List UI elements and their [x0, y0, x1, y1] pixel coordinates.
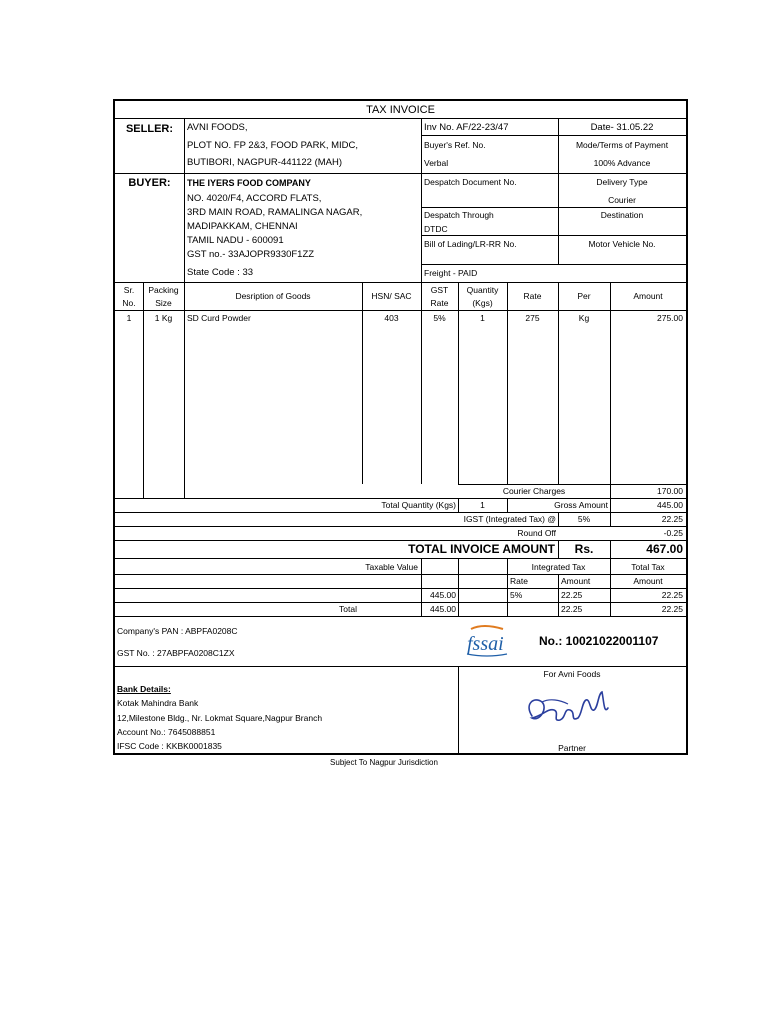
- buyers-ref-label: Buyer's Ref. No.: [424, 140, 486, 150]
- igst-value: 22.25: [661, 514, 683, 524]
- rule: [558, 574, 559, 616]
- taxable-value-label: Taxable Value: [365, 562, 418, 572]
- rule: [421, 264, 686, 265]
- invoice: [113, 99, 688, 755]
- rule: [115, 574, 686, 575]
- invoice-date: Date- 31.05.22: [590, 122, 654, 133]
- summary-taxable: 445.00: [430, 590, 456, 600]
- row-packing: 1 Kg: [154, 313, 173, 323]
- summary-amount: 22.25: [561, 590, 583, 600]
- fssai-logo: [463, 623, 511, 659]
- for-company-label: For Avni Foods: [543, 669, 601, 679]
- rule: [115, 118, 686, 119]
- seller-address-line1: PLOT NO. FP 2&3, FOOD PARK, MIDC,: [187, 140, 359, 151]
- delivery-type-value: Courier: [608, 195, 636, 205]
- seller-address-line2: BUTIBORI, NAGPUR-441122 (MAH): [187, 157, 343, 168]
- col-gst-line2: Rate: [430, 298, 449, 308]
- bill-of-lading-label: Bill of Lading/LR-RR No.: [424, 239, 517, 249]
- seller-label: SELLER:: [125, 123, 174, 135]
- buyer-gst: GST no.- 33AJOPR9330F1ZZ: [187, 249, 315, 260]
- fssai-number: No.: 10021022001107: [539, 634, 659, 648]
- rule: [115, 540, 686, 541]
- rule: [115, 282, 686, 283]
- fssai-logo-icon: [463, 623, 511, 659]
- row-gst: 5%: [433, 313, 446, 323]
- summary-rate: 5%: [510, 590, 523, 600]
- summary-total-taxable: 445.00: [430, 604, 456, 614]
- tax-amount-label: Amount: [561, 576, 591, 586]
- col-rate: Rate: [523, 291, 542, 301]
- total-invoice-amount-label: TOTAL INVOICE AMOUNT: [408, 542, 555, 556]
- rule: [458, 558, 459, 616]
- buyer-state-code: State Code : 33: [187, 267, 254, 278]
- row-per: Kg: [578, 313, 590, 323]
- col-per: Per: [577, 291, 591, 301]
- rule: [115, 666, 686, 667]
- gross-amount-value: 445.00: [657, 500, 683, 510]
- bank-account: Account No.: 7645088851: [117, 727, 216, 737]
- row-hsn: 403: [384, 313, 399, 323]
- summary-total-label: Total: [339, 604, 357, 614]
- buyer-address-line4: TAMIL NADU - 600091: [187, 235, 284, 246]
- delivery-type-label: Delivery Type: [596, 177, 648, 187]
- row-description: SD Curd Powder: [187, 313, 251, 323]
- gross-amount-label: Gross Amount: [554, 500, 608, 510]
- buyer-address-line2: 3RD MAIN ROAD, RAMALINGA NAGAR,: [187, 207, 363, 218]
- rule: [115, 616, 686, 617]
- igst-rate: 5%: [577, 514, 591, 524]
- col-description: Desription of Goods: [235, 291, 311, 301]
- igst-label: IGST (Integrated Tax) @: [463, 514, 556, 524]
- currency-label: Rs.: [574, 542, 594, 556]
- summary-total-amount: 22.25: [561, 604, 583, 614]
- bank-details-heading: Bank Details:: [117, 684, 171, 694]
- summary-total-total-tax: 22.25: [661, 604, 683, 614]
- vehicle-number-label: Motor Vehicle No.: [588, 239, 656, 249]
- col-packing-line2: Size: [155, 298, 172, 308]
- total-invoice-amount-value: 467.00: [646, 542, 683, 556]
- rule: [421, 135, 686, 136]
- col-quantity-line1: Quantity: [466, 285, 499, 295]
- payment-value: 100% Advance: [593, 158, 651, 168]
- company-gst: GST No. : 27ABPFA0208C1ZX: [117, 648, 235, 658]
- round-off-value: -0.25: [663, 528, 683, 538]
- company-pan: Company's PAN : ABPFA0208C: [117, 626, 238, 636]
- payment-label: Mode/Terms of Payment: [575, 140, 669, 150]
- col-amount: Amount: [633, 291, 663, 301]
- col-packing-line1: Packing: [148, 285, 179, 295]
- rule: [115, 602, 686, 603]
- tax-rate-label: Rate: [510, 576, 528, 586]
- rule: [115, 173, 686, 174]
- total-quantity-value: 1: [480, 500, 485, 510]
- despatch-through-value: DTDC: [424, 224, 448, 234]
- summary-total-tax: 22.25: [661, 590, 683, 600]
- courier-charges-value: 170.00: [657, 486, 683, 496]
- rule: [115, 310, 686, 311]
- row-amount: 275.00: [657, 313, 683, 323]
- buyers-ref-value: Verbal: [424, 158, 449, 168]
- destination-label: Destination: [600, 210, 644, 220]
- col-sr-line1: Sr.: [123, 285, 135, 295]
- rule: [184, 118, 185, 282]
- col-quantity-line2: (Kgs): [472, 298, 493, 308]
- total-tax-label-line2: Amount: [633, 576, 663, 586]
- signature-icon: [520, 686, 620, 734]
- despatch-through-label: Despatch Through: [424, 210, 494, 220]
- invoice-number: Inv No. AF/22-23/47: [424, 122, 509, 133]
- rule: [421, 207, 686, 208]
- courier-charges-label: Courier Charges: [502, 486, 566, 496]
- row-sr: 1: [126, 313, 132, 323]
- rule: [115, 558, 686, 559]
- partner-label: Partner: [558, 743, 586, 753]
- jurisdiction-note: Subject To Nagpur Jurisdiction: [330, 758, 438, 767]
- col-hsn: HSN/ SAC: [371, 291, 412, 301]
- buyer-name: THE IYERS FOOD COMPANY: [187, 178, 311, 188]
- bank-ifsc: IFSC Code : KKBK0001835: [117, 741, 222, 751]
- round-off-label: Round Off: [517, 528, 556, 538]
- freight-status: Freight - PAID: [424, 268, 478, 278]
- rule: [421, 235, 686, 236]
- invoice-title: TAX INVOICE: [366, 104, 435, 116]
- row-quantity: 1: [480, 313, 485, 323]
- integrated-tax-label: Integrated Tax: [531, 562, 586, 572]
- col-sr-line2: No.: [122, 298, 136, 308]
- despatch-doc-label: Despatch Document No.: [424, 177, 517, 187]
- bank-name: Kotak Mahindra Bank: [117, 698, 199, 708]
- total-tax-label-line1: Total Tax: [631, 562, 665, 572]
- bank-address: 12,Milestone Bldg., Nr. Lokmat Square,Nagpur Branch: [117, 713, 323, 723]
- buyer-address-line3: MADIPAKKAM, CHENNAI: [187, 221, 298, 232]
- rule: [421, 118, 422, 282]
- col-gst-line1: GST: [430, 285, 449, 295]
- seller-name: AVNI FOODS,: [187, 122, 248, 133]
- rule: [184, 282, 185, 498]
- svg-text:fssai: fssai: [467, 633, 504, 655]
- total-quantity-label: Total Quantity (Kgs): [381, 500, 456, 510]
- buyer-address-line1: NO. 4020/F4, ACCORD FLATS,: [187, 193, 322, 204]
- buyer-label: BUYER:: [128, 177, 171, 189]
- row-rate: 275: [525, 313, 540, 323]
- signature: [520, 686, 620, 734]
